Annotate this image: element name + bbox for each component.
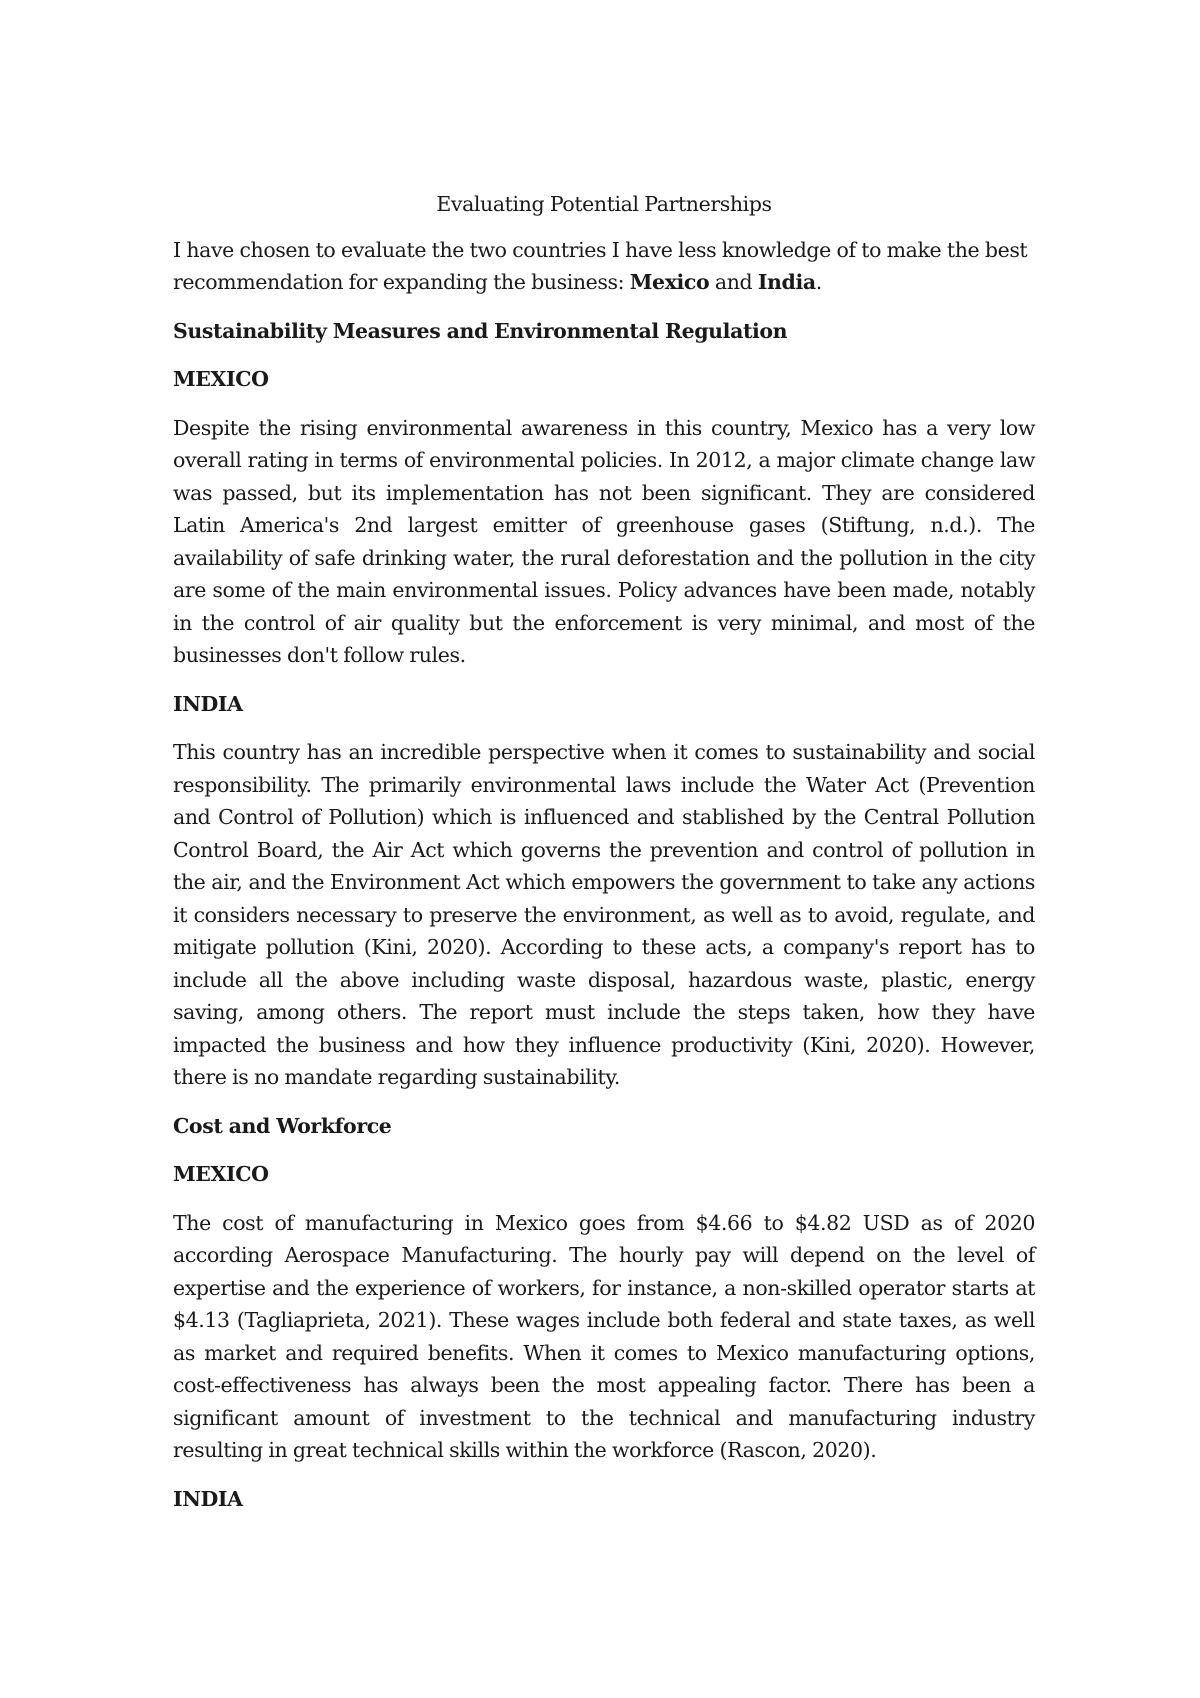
- intro-country-2: India: [757, 270, 816, 294]
- intro-text-after: .: [815, 270, 822, 294]
- subheading-india-cost: INDIA: [173, 1486, 243, 1511]
- section-heading-cost-workforce: Cost and Workforce: [173, 1113, 392, 1138]
- intro-paragraph: [173, 234, 1035, 299]
- intro-text-before: I have chosen to evaluate the two countries I have less knowledge of to make the best recommendation for expanding the business:: [173, 237, 1028, 294]
- intro-conjunction: and: [709, 270, 758, 294]
- intro-country-1: Mexico: [629, 270, 710, 294]
- paragraph-india-sustainability: This country has an incredible perspective when it comes to sustainability and social responsibility. The primarily environmental laws include the Water Act (Prevention and Control of Pollution) which is influenced and stablished by the Central Pollution Control Board, the Air Act which governs the prevention and control of pollution in the air, and the Environment Act which empowers the government to take any actions it considers necessary to preserve the environment, as well as to avoid, regulate, and mitigate pollution (Kini, 2020). According to these acts, a company's report has to include all the above including waste disposal, hazardous waste, plastic, energy saving, among others. The report must include the steps taken, how they have impacted the business and how they influence productivity (Kini, 2020). However, there is no mandate regarding sustainability.: [173, 740, 1035, 1089]
- section-heading-sustainability: Sustainability Measures and Environmental Regulation: [173, 318, 788, 343]
- paragraph-mexico-sustainability: Despite the rising environmental awareness in this country, Mexico has a very low overall rating in terms of environmental policies. In 2012, a major climate change law was passed, but its implementation has not been significant. They are considered Latin America's 2nd largest emitter of greenhouse gases (Stiftung, n.d.). The availability of safe drinking water, the rural deforestation and the pollution in the city are some of the main environmental issues. Policy advances have been made, notably in the control of air quality but the enforcement is very minimal, and most of the businesses don't follow rules.: [173, 415, 1035, 667]
- subheading-india-sustainability: INDIA: [173, 691, 243, 716]
- document-page: [173, 188, 1035, 1531]
- document-title: Evaluating Potential Partnerships: [436, 192, 772, 216]
- subheading-mexico-sustainability: MEXICO: [173, 367, 269, 391]
- subheading-mexico-cost: MEXICO: [173, 1162, 269, 1186]
- paragraph-mexico-cost: The cost of manufacturing in Mexico goes from $4.66 to $4.82 USD as of 2020 according Aerospace Manufacturing. The hourly pay will depend on the level of expertise and the experience of workers, for instance, a non-skilled operator starts at $4.13 (Tagliaprieta, 2021). These wages include both federal and state taxes, as well as market and required benefits. When it comes to Mexico manufacturing options, cost-effectiveness has always been the most appealing factor. There has been a significant amount of investment to the technical and manufacturing industry resulting in great technical skills within the workforce (Rascon, 2020).: [173, 1210, 1035, 1462]
